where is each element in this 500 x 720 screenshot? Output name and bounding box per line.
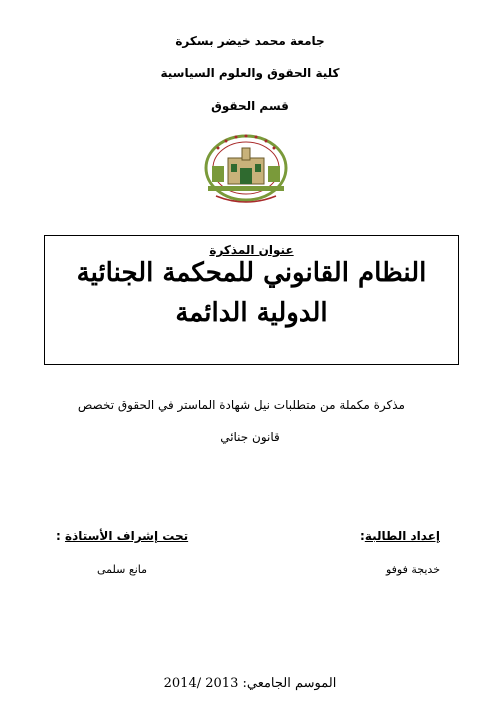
department-name: قسم الحقوق <box>211 99 289 113</box>
title-box <box>44 235 459 365</box>
university-seal-icon <box>198 128 294 210</box>
university-name: جامعة محمد خيضر بسكرة <box>175 34 325 48</box>
thesis-title-line-2: الدولية الدائمة <box>175 298 328 328</box>
supervisor-name: مانع سلمى <box>97 563 148 576</box>
student-name: خديجة فوفو <box>385 563 440 576</box>
prepared-by-label: إعداد الطالبة: <box>360 529 440 543</box>
supervised-by-label: تحت إشراف الأستاذة : <box>56 529 189 543</box>
thesis-specialization: قانون جنائي <box>220 430 280 444</box>
thesis-title-line-1: النظام القانوني للمحكمة الجنائية <box>76 258 427 288</box>
faculty-name: كلية الحقوق والعلوم السياسية <box>160 66 340 80</box>
academic-year: الموسم الجامعي: 2013 /2014 <box>163 676 337 691</box>
thesis-description: مذكرة مكملة من متطلبات نيل شهادة الماستر في الحقوق تخصص <box>77 398 405 412</box>
title-box-label: عنوان المذكرة <box>209 243 294 257</box>
